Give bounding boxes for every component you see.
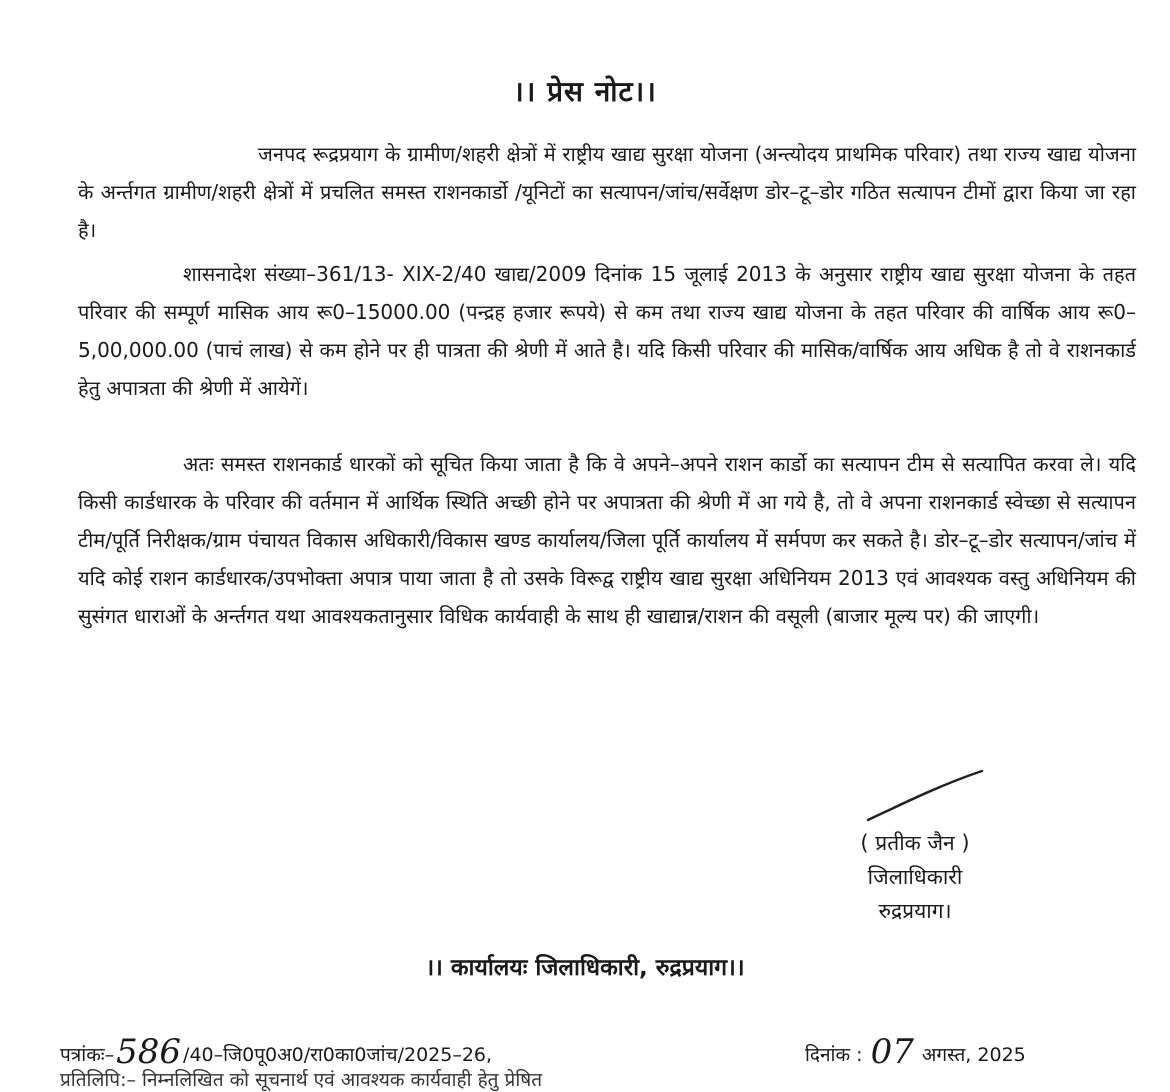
paragraph-3-text: अतः समस्त राशनकार्ड धारकों को सूचित किया जाता है कि वे अपने–अपने राशन कार्डो का सत्यापन टीम से सत्यापित करवा ले। यदि किसी कार्डधारक के परिवार की वर्तमान में आर्थिक स्थिति अच्छी होने पर अपात्रता की श्रेणी में आ गये है, तो वे अपना राशनकार्ड स्वेच्छा से सत्यापन टीम/पूर्ति निरीक्षक/ग्राम पंचायत विकास अधिकारी/विकास खण्ड कार्यालय/जिला पूर्ति कार्यालय में सर्मपण कर सकते है। डोर–टू–डोर सत्यापन/जांच में यदि कोई राशन कार्डधारक/उपभोक्ता अपात्र पाया जाता है तो उसके विरूद्व राष्ट्रीय खाद्य सुरक्षा अधिनियम 2013 एवं आवश्यक वस्तु अधिनियम की सुसंगत धाराओं के अर्न्तगत यथा आवश्यकतानुसार विधिक कार्यवाही के साथ ही खाद्यान्न/राशन की वसूली (बाजार मूल्य पर) की जाएगी। [78,452,1136,628]
copy-line: प्रतिलिपि:– निम्नलिखित को सूचनार्थ एवं आवश्यक कार्यवाही हेतु प्रेषित [60,1069,543,1091]
date-rest: अगस्त, 2025 [921,1044,1026,1066]
signature-mark [860,765,990,825]
paragraph-2-text: शासनादेश संख्या–361/13- XIX-2/40 खाद्य/2009 दिनांक 15 जूलाई 2013 के अनुसार राष्ट्रीय खाद्य सुरक्षा योजना के तहत परिवार की सम्पूर्ण मासिक आय रू0–15000.00 (पन्द्रह हजार रूपये) से कम तथा राज्य खाद्य योजना के तहत परिवार की वार्षिक आय रू0–5,00,000.00 (पाचं लाख) से कम होने पर ही पात्रता की श्रेणी में आते है। यदि किसी परिवार की मासिक/वार्षिक आय अधिक है तो वे राशनकार्ड हेतु अपात्रता की श्रेणी में आयेगें। [78,262,1136,400]
reference-number-handwritten: 586 [116,1032,182,1072]
paragraph-1 [78,135,1136,249]
date-label: दिनांक : [805,1044,863,1066]
signatory-name: ( प्रतीक जैन ) [860,831,970,855]
date-day-handwritten: 07 [870,1032,914,1072]
signatory-place: रुद्रप्रयाग। [878,899,952,923]
reference-number [60,1030,492,1070]
document-title: ।। प्रेस नोट।। [513,75,657,108]
reference-label: पत्रांकः– [60,1044,115,1066]
reference-date [805,1030,1026,1070]
paragraph-1-text: जनपद रूद्रप्रयाग के ग्रामीण/शहरी क्षेत्रों में राष्ट्रीय खाद्य सुरक्षा योजना (अन्त्योदय प्राथमिक परिवार) तथा राज्य खाद्य योजना के अर्न्तगत ग्रामीण/शहरी क्षेत्रों में प्रचलित समस्त राशनकार्डो /यूनिटों का सत्यापन/जांच/सर्वेक्षण डोर–टू–डोर गठित सत्यापन टीमों द्वारा किया जा रहा है। [78,142,1136,242]
signatory-designation: जिलाधिकारी [867,865,963,889]
office-line: ।। कार्यालयः जिलाधिकारी, रुद्रप्रयाग।। [425,955,745,981]
paragraph-3 [78,445,1136,635]
reference-suffix: /40–जि0पू0अ0/रा0का0जांच/2025–26, [183,1044,493,1066]
paragraph-2 [78,255,1136,407]
signatory-block [820,826,1010,928]
